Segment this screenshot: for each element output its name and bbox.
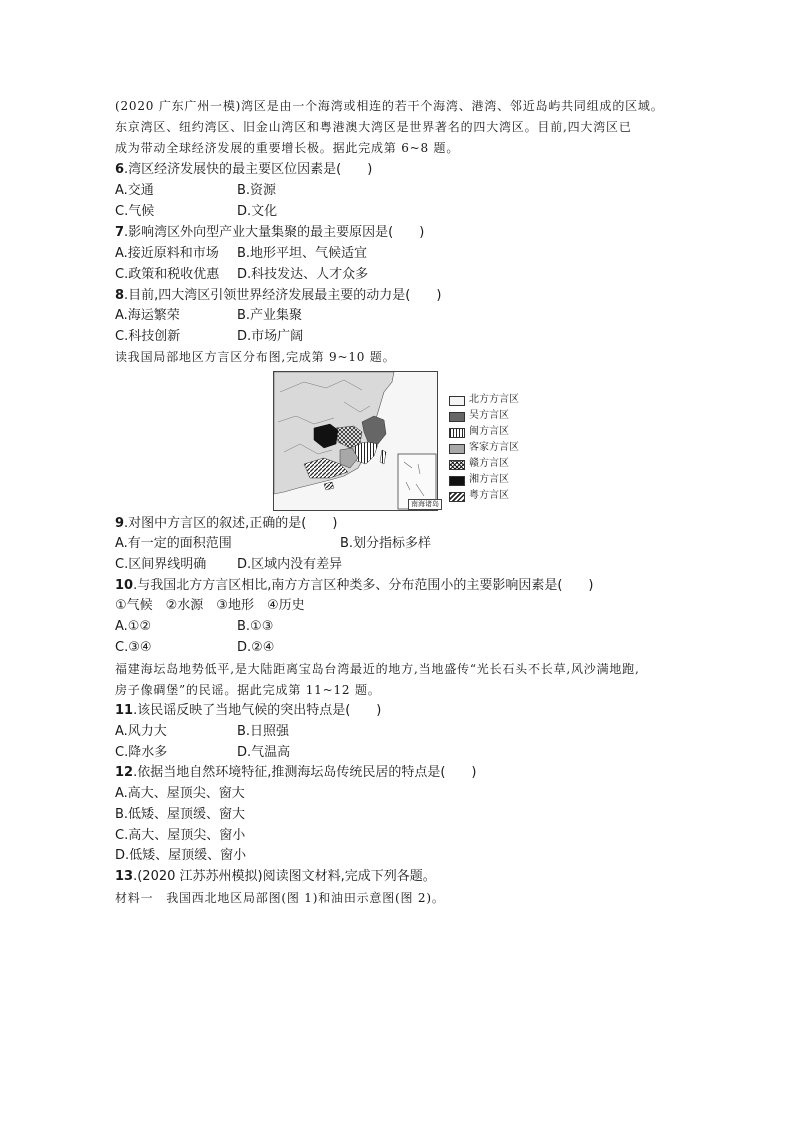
dialect-map (273, 371, 438, 511)
legend-item-xiang (449, 473, 559, 489)
question-10 (115, 577, 594, 595)
inset-label-south-china-sea: 南海诸岛 (408, 499, 442, 510)
question-7 (115, 224, 424, 242)
legend-item-min (449, 425, 559, 441)
q10-option-a[interactable]: A.①② (115, 619, 152, 634)
question-9 (115, 515, 337, 533)
q7-option-b[interactable]: B.地形平坦、气候适宜 (237, 246, 368, 261)
legend-swatch (449, 492, 465, 502)
legend-item-northern (449, 393, 559, 409)
question-12-stem: .依据当地自然环境特征,推测海坛岛传统民居的特点是( ) (133, 765, 477, 780)
intro-2: 读我国局部地区方言区分布图,完成第 9~10 题。 (115, 350, 396, 364)
legend-label: 湘方言区 (469, 474, 509, 485)
q8-option-c[interactable]: C.科技创新 (115, 329, 181, 344)
question-12-number: 12 (115, 765, 134, 780)
q10-option-b[interactable]: B.①③ (237, 619, 274, 634)
q9-option-b[interactable]: B.划分指标多样 (340, 536, 432, 551)
intro-3-line-1: 福建海坛岛地势低平,是大陆距离宝岛台湾最近的地方,当地盛传“光长石头不长草,风沙满地跑, (115, 662, 640, 676)
q7-option-d[interactable]: D.科技发达、人才众多 (237, 267, 369, 282)
q9-option-a[interactable]: A.有一定的面积范围 (115, 536, 232, 551)
question-7-number: 7 (115, 225, 125, 240)
legend-item-gan (449, 457, 559, 473)
q8-option-d[interactable]: D.市场广阔 (237, 329, 304, 344)
legend-swatch (449, 476, 465, 486)
question-13-material: 材料一 我国西北地区局部图(图 1)和油田示意图(图 2)。 (115, 891, 445, 905)
intro-1-line-2: 东京湾区、纽约湾区、旧金山湾区和粤港澳大湾区是世界著名的四大湾区。目前,四大湾区已 (115, 120, 632, 134)
question-6-number: 6 (115, 162, 125, 177)
question-8-stem: .目前,四大湾区引领世界经济发展最主要的动力是( ) (124, 288, 442, 303)
question-8-number: 8 (115, 288, 125, 303)
legend-label: 赣方言区 (469, 458, 509, 469)
legend-label: 吴方言区 (469, 410, 509, 421)
question-13 (115, 868, 436, 886)
q7-option-a[interactable]: A.接近原料和市场 (115, 246, 219, 261)
q9-option-d[interactable]: D.区域内没有差异 (237, 557, 343, 572)
dialect-map-graphic (274, 372, 437, 510)
q8-option-b[interactable]: B.产业集聚 (237, 308, 303, 323)
question-13-number: 13 (115, 869, 134, 884)
question-9-stem: .对图中方言区的叙述,正确的是( ) (124, 516, 338, 531)
legend-swatch (449, 460, 465, 470)
question-11 (115, 702, 381, 720)
q12-option-a[interactable]: A.高大、屋顶尖、窗大 (115, 786, 245, 801)
question-12 (115, 764, 477, 782)
legend-label: 粤方言区 (469, 490, 509, 501)
question-11-stem: .该民谣反映了当地气候的突出特点是( ) (133, 703, 382, 718)
q12-option-d[interactable]: D.低矮、屋顶缓、窗小 (115, 848, 247, 863)
q12-option-c[interactable]: C.高大、屋顶尖、窗小 (115, 828, 246, 843)
q7-option-c[interactable]: C.政策和税收优惠 (115, 267, 220, 282)
q10-option-c[interactable]: C.③④ (115, 640, 152, 655)
q8-option-a[interactable]: A.海运繁荣 (115, 308, 180, 323)
intro-3-line-2: 房子像碉堡”的民谣。据此完成第 11~12 题。 (115, 683, 381, 697)
question-11-number: 11 (115, 703, 134, 718)
q10-option-d[interactable]: D.②④ (237, 640, 275, 655)
q6-option-d[interactable]: D.文化 (237, 204, 278, 219)
map-legend (449, 393, 559, 505)
q9-option-c[interactable]: C.区间界线明确 (115, 557, 207, 572)
legend-swatch (449, 428, 465, 438)
legend-item-wu (449, 409, 559, 425)
legend-label: 北方方言区 (469, 394, 519, 405)
question-10-items: ①气候 ②水源 ③地形 ④历史 (115, 598, 305, 613)
intro-1-line-1: (2020 广东广州一模)湾区是由一个海湾或相连的若干个海湾、港湾、邻近岛屿共同组成的区域。 (115, 99, 664, 113)
q6-option-a[interactable]: A.交通 (115, 183, 154, 198)
question-7-stem: .影响湾区外向型产业大量集聚的最主要原因是( ) (124, 225, 425, 240)
legend-label: 闽方言区 (469, 426, 509, 437)
question-8 (115, 287, 441, 305)
question-9-number: 9 (115, 516, 125, 531)
q6-option-c[interactable]: C.气候 (115, 204, 155, 219)
q11-option-c[interactable]: C.降水多 (115, 745, 168, 760)
question-13-stem: .(2020 江苏苏州模拟)阅读图文材料,完成下列各题。 (133, 869, 436, 884)
legend-swatch (449, 412, 465, 422)
legend-swatch (449, 444, 465, 454)
q6-option-b[interactable]: B.资源 (237, 183, 277, 198)
question-10-stem: .与我国北方方言区相比,南方方言区种类多、分布范围小的主要影响因素是( ) (133, 578, 594, 593)
legend-item-hakka (449, 441, 559, 457)
legend-swatch (449, 396, 465, 406)
legend-label: 客家方言区 (469, 442, 519, 453)
q11-option-b[interactable]: B.日照强 (237, 724, 290, 739)
q11-option-d[interactable]: D.气温高 (237, 745, 291, 760)
q11-option-a[interactable]: A.风力大 (115, 724, 167, 739)
intro-1-line-3: 成为带动全球经济发展的重要增长极。据此完成第 6~8 题。 (115, 141, 460, 155)
question-10-number: 10 (115, 578, 134, 593)
legend-item-yue (449, 489, 559, 505)
q12-option-b[interactable]: B.低矮、屋顶缓、窗大 (115, 807, 246, 822)
question-6-stem: .湾区经济发展快的最主要区位因素是( ) (124, 162, 373, 177)
question-6 (115, 161, 372, 179)
